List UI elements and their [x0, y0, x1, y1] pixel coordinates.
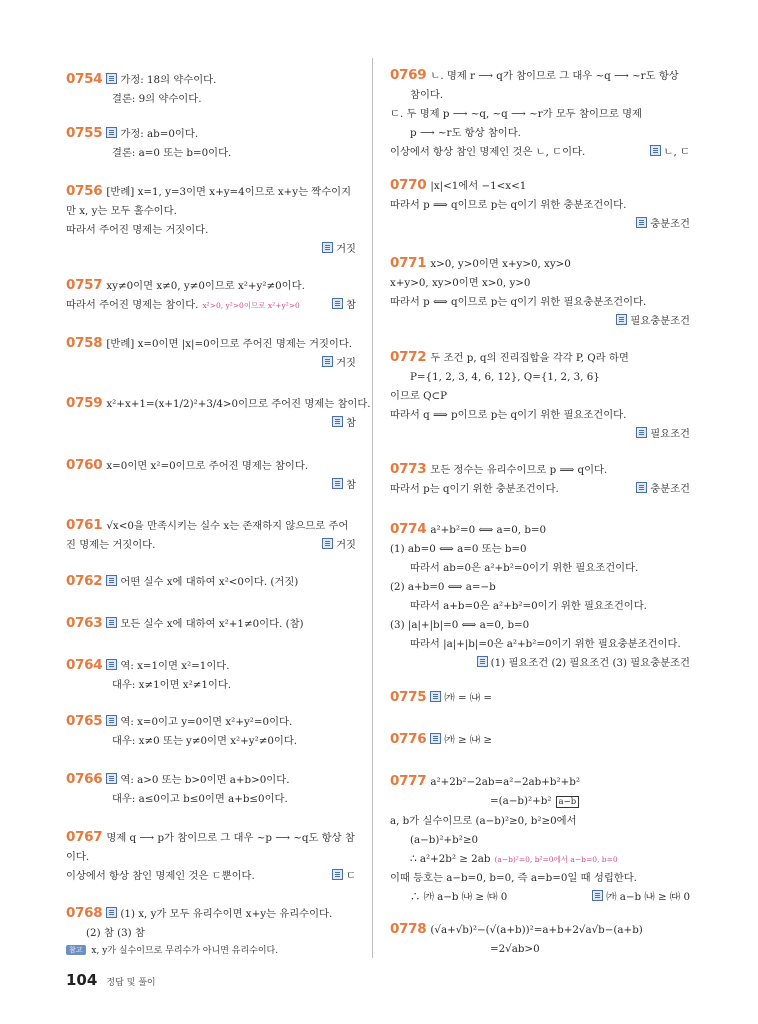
solution-line: [390, 730, 690, 750]
line-text: x>0, y>0이면 x+y>0, xy>0: [430, 258, 571, 270]
answer-mark-icon: [322, 242, 333, 253]
line-text: 진 명제는 거짓이다.: [66, 539, 156, 551]
solution-line: [66, 516, 356, 536]
answer-mark-icon: [636, 427, 647, 438]
answer-text: 충분조건: [650, 483, 690, 495]
line-text: 어떤 실수 x에 대하여 x²<0이다. (거짓): [120, 576, 299, 588]
solution-line: [66, 924, 356, 943]
problem-number: 0768: [66, 905, 103, 921]
answer-line: [66, 240, 356, 259]
answer-mark-icon: [636, 217, 647, 228]
line-text: ㄷ. 두 명제 p ⟶ ~q, ~q ⟶ ~r가 모두 참이므로 명제: [390, 108, 642, 120]
solution-line: [66, 124, 356, 144]
answer-mark-icon: [332, 298, 343, 309]
answer-line: [66, 476, 356, 495]
problem-number: 0757: [66, 277, 103, 293]
solution-line: [66, 334, 356, 354]
line-text: 가정: 18의 약수이다.: [120, 74, 217, 86]
answer-mark-icon: [616, 314, 627, 325]
solution-line: [66, 676, 356, 695]
solution-line: [390, 196, 690, 215]
problem-number: 0773: [390, 461, 427, 477]
solution-line: [66, 732, 356, 751]
answer-inline: [636, 480, 690, 499]
solution-line: [390, 348, 690, 368]
solution-line: [66, 90, 356, 109]
line-text: p ⟶ ~r도 항상 참이다.: [410, 127, 521, 139]
answer-inline: [332, 867, 356, 886]
line-text: (√a+√b)²−(√(a+b))²=a+b+2√a√b−(a+b): [430, 924, 643, 936]
solution-line: [390, 920, 690, 940]
solution-line: [390, 578, 690, 597]
solution-line: [390, 888, 690, 907]
note-label: 참고: [66, 945, 86, 955]
solution-line: [66, 144, 356, 163]
page-number: 104: [66, 971, 98, 989]
problem-number: 0762: [66, 573, 103, 589]
answer-text: 참: [346, 417, 356, 429]
solution-line: [390, 831, 690, 850]
solution-line: [66, 221, 356, 240]
solution-line: [390, 86, 690, 105]
line-text: 이상에서 항상 참인 명제인 것은 ㄷ뿐이다.: [66, 870, 255, 882]
line-text: 결론: 9의 약수이다.: [112, 93, 202, 105]
solution-line: [390, 635, 690, 654]
solution-line: [66, 456, 356, 476]
solution-line: [390, 176, 690, 196]
solution-line: [66, 70, 356, 90]
answer-mark-icon: [106, 659, 117, 670]
line-text: 참이다.: [410, 89, 444, 101]
answer-line: [390, 215, 690, 234]
problem-number: 0777: [390, 773, 427, 789]
answer-text: ㄷ: [346, 870, 356, 882]
line-text: 역: x=1이면 x²=1이다.: [120, 660, 230, 672]
line-text: =(a−b)²+b²: [490, 795, 552, 807]
solution-line: [390, 772, 690, 792]
solution-line: [66, 848, 356, 867]
solution-line: [390, 143, 690, 162]
annotation-note: (a−b)²=0, b²=0에서 a−b=0, b=0: [494, 855, 618, 864]
solution-line: [390, 792, 690, 812]
answer-mark-icon: [332, 478, 343, 489]
line-text: 가정: ab=0이다.: [120, 128, 199, 140]
problem-0761: [66, 516, 356, 555]
problem-0773: [390, 460, 690, 499]
line-text: 따라서 |a|+|b|=0은 a²+b²=0이기 위한 필요충분조건이다.: [410, 638, 681, 650]
answer-text: 거짓: [336, 243, 356, 255]
line-text: ㄴ. 명제 r ⟶ q가 참이므로 그 대우 ~q ⟶ ~r도 항상: [430, 70, 679, 82]
answer-line: [66, 354, 356, 373]
problem-0770: [390, 176, 690, 234]
solution-line: [390, 274, 690, 293]
column-divider: [372, 58, 373, 958]
problem-0755: [66, 124, 356, 163]
problem-0772: [390, 348, 690, 444]
problem-number: 0758: [66, 335, 103, 351]
answer-text: 필요조건: [650, 428, 690, 440]
line-text: 만 x, y는 모두 홀수이다.: [66, 205, 177, 217]
page-footer: [66, 970, 156, 989]
line-text: 이때 등호는 a−b=0, b=0, 즉 a=b=0일 때 성립한다.: [390, 872, 637, 884]
answer-mark-icon: [322, 356, 333, 367]
answer-mark-icon: [106, 715, 117, 726]
answer-inline: [332, 296, 356, 315]
line-text: a, b가 실수이므로 (a−b)²≥0, b²≥0에서: [390, 815, 577, 827]
solution-line: [66, 828, 356, 848]
line-text: 따라서 p는 q이기 위한 충분조건이다.: [390, 483, 559, 495]
problem-number: 0759: [66, 395, 103, 411]
solution-line: [66, 394, 371, 414]
problem-0769: [390, 66, 690, 162]
problem-number: 0774: [390, 521, 427, 537]
problem-number: 0763: [66, 615, 103, 631]
answer-mark-icon: [106, 575, 117, 586]
line-text: 대우: x≠1이면 x²≠1이다.: [112, 679, 232, 691]
line-text: a²+2b²−2ab=a²−2ab+b²+b²: [430, 776, 580, 788]
line-text: (3) |a|+|b|=0 ⟺ a=0, b=0: [390, 619, 530, 631]
answer-mark-icon: [322, 538, 333, 549]
line-text: 따라서 p ⟺ q이므로 p는 q이기 위한 필요충분조건이다.: [390, 296, 647, 308]
problem-0774: [390, 520, 690, 673]
answer-text: 필요충분조건: [630, 315, 690, 327]
line-text: |x|<1에서 −1<x<1: [430, 180, 527, 192]
line-text: 대우: a≤0이고 b≤0이면 a+b≤0이다.: [112, 793, 288, 805]
problem-number: 0760: [66, 457, 103, 473]
problem-number: 0770: [390, 177, 427, 193]
line-text: x+y>0, xy>0이면 x>0, y>0: [390, 277, 531, 289]
solution-line: [390, 812, 690, 831]
line-text: 따라서 q ⟹ p이므로 p는 q이기 위한 필요조건이다.: [390, 409, 627, 421]
answer-mark-icon: [477, 656, 488, 667]
problem-0756: [66, 182, 356, 259]
problem-number: 0761: [66, 517, 103, 533]
solution-line: [390, 688, 690, 708]
page-section-label: 정답 및 풀이: [106, 978, 156, 988]
line-text: P={1, 2, 3, 4, 6, 12}, Q={1, 2, 3, 6}: [410, 371, 600, 383]
answer-text: ㈎ a−b ㈏ ≥ ㈐ 0: [606, 891, 690, 903]
problem-0763: [66, 614, 356, 634]
problem-0776: [390, 730, 690, 750]
problem-number: 0755: [66, 125, 103, 141]
answer-line: [390, 425, 690, 444]
solution-line: [390, 480, 690, 499]
problem-0766: [66, 770, 356, 809]
solution-line: [390, 616, 690, 635]
line-text: [반례] x=1, y=3이면 x+y=4이므로 x+y는 짝수이지: [106, 186, 352, 198]
line-text: x²+x+1=(x+1/2)²+3/4>0이므로 주어진 명제는 참이다.: [106, 398, 371, 410]
answer-line: [390, 654, 690, 673]
solution-line: [66, 770, 356, 790]
problem-0759: [66, 394, 371, 433]
line-text: (2) a+b=0 ⟺ a=−b: [390, 581, 496, 593]
problem-0764: [66, 656, 356, 695]
answer-inline: [592, 888, 690, 907]
line-text: 모든 정수는 유리수이므로 p ⟹ q이다.: [430, 464, 608, 476]
line-text: 역: x=0이고 y=0이면 x²+y²=0이다.: [120, 716, 293, 728]
solution-line: [66, 614, 356, 634]
problem-number: 0766: [66, 771, 103, 787]
line-text: 이므로 Q⊂P: [390, 390, 448, 402]
problem-number: 0778: [390, 921, 427, 937]
problem-number: 0764: [66, 657, 103, 673]
line-text: (1) ab=0 ⟺ a=0 또는 b=0: [390, 543, 527, 555]
line-text: 대우: x≠0 또는 y≠0이면 x²+y²≠0이다.: [112, 735, 298, 747]
answer-mark-icon: [650, 145, 661, 156]
solution-line: [66, 202, 356, 221]
answer-mark-icon: [332, 416, 343, 427]
answer-text: ㄴ, ㄷ: [663, 146, 690, 158]
answer-mark-icon: [106, 73, 117, 84]
line-text: 이다.: [66, 851, 90, 863]
answer-text: 참: [346, 299, 356, 311]
answer-mark-icon: [430, 691, 441, 702]
problem-number: 0772: [390, 349, 427, 365]
answer-mark-icon: [106, 617, 117, 628]
line-text: 모든 실수 x에 대하여 x²+1≠0이다. (참): [120, 618, 304, 630]
answer-line: [66, 414, 356, 433]
solution-line: [390, 387, 690, 406]
problem-number: 0767: [66, 829, 103, 845]
line-text: (1) x, y가 모두 유리수이면 x+y는 유리수이다.: [120, 908, 333, 920]
answer-mark-icon: [592, 890, 603, 901]
answer-mark-icon: [106, 773, 117, 784]
line-text: 따라서 ab=0은 a²+b²=0이기 위한 필요조건이다.: [410, 562, 639, 574]
answer-text: (1) 필요조건 (2) 필요조건 (3) 필요충분조건: [490, 657, 690, 669]
problem-number: 0756: [66, 183, 103, 199]
answer-mark-icon: [636, 482, 647, 493]
answer-inline: [322, 536, 356, 555]
line-text: (2) 참 (3) 참: [86, 927, 145, 939]
solution-line: [390, 66, 690, 86]
boxed-term: a−b: [556, 796, 580, 808]
problem-0765: [66, 712, 356, 751]
problem-0768: [66, 904, 356, 943]
solution-line: [66, 572, 356, 592]
solution-line: [66, 790, 356, 809]
solution-line: [66, 536, 356, 555]
note-text: x, y가 실수이므로 무리수가 아니면 유리수이다.: [91, 946, 279, 956]
solution-line: [390, 850, 690, 869]
solution-line: [390, 559, 690, 578]
answer-line: [390, 312, 690, 331]
line-text: 명제 q ⟶ p가 참이므로 그 대우 ~p ⟶ ~q도 항상 참: [106, 832, 355, 844]
annotation-note: x²>0, y²>0이므로 x²+y²>0: [202, 301, 300, 310]
answer-inline: [650, 143, 690, 162]
problem-number: 0769: [390, 67, 427, 83]
solution-line: [390, 460, 690, 480]
solution-line: [390, 520, 690, 540]
line-text: 따라서 p ⟹ q이므로 p는 q이기 위한 충분조건이다.: [390, 199, 627, 211]
problem-0762: [66, 572, 356, 592]
problem-number: 0771: [390, 255, 427, 271]
problem-0758: [66, 334, 356, 373]
problem-0771: [390, 254, 690, 331]
line-text: [반례] x=0이면 |x|=0이므로 주어진 명제는 거짓이다.: [106, 338, 353, 350]
line-text: 결론: a=0 또는 b=0이다.: [112, 147, 232, 159]
answer-text: 거짓: [336, 357, 356, 369]
solution-line: [66, 867, 356, 886]
problem-0777: [390, 772, 690, 907]
line-text: 따라서 a+b=0은 a²+b²=0이기 위한 필요조건이다.: [410, 600, 647, 612]
line-text: 두 조건 p, q의 진리집합을 각각 P, Q라 하면: [430, 352, 629, 364]
line-text: ㈎ ≥ ㈏ ≥: [444, 734, 493, 746]
line-text: 이상에서 항상 참인 명제인 것은 ㄴ, ㄷ이다.: [390, 146, 586, 158]
solution-line: [390, 124, 690, 143]
problem-number: 0775: [390, 689, 427, 705]
line-text: 역: a>0 또는 b>0이면 a+b>0이다.: [120, 774, 290, 786]
solution-line: [66, 656, 356, 676]
problem-0767: [66, 828, 356, 886]
answer-mark-icon: [106, 907, 117, 918]
line-text: a²+b²=0 ⟺ a=0, b=0: [430, 524, 547, 536]
line-text: ∴ a²+2b² ≥ 2ab: [410, 853, 491, 865]
problem-0757: [66, 276, 356, 315]
line-text: ∴ ㈎ a−b ㈏ ≥ ㈐ 0: [410, 891, 508, 903]
answer-text: 충분조건: [650, 218, 690, 230]
answer-mark-icon: [332, 869, 343, 880]
problem-number: 0776: [390, 731, 427, 747]
line-text: √x<0을 만족시키는 실수 x는 존재하지 않으므로 주어: [106, 520, 349, 532]
line-text: 따라서 주어진 명제는 거짓이다.: [66, 224, 209, 236]
problem-number: 0765: [66, 713, 103, 729]
problem-0760: [66, 456, 356, 495]
answer-text: 거짓: [336, 539, 356, 551]
problem-0754: [66, 70, 356, 109]
solution-line: [66, 276, 356, 296]
answer-mark-icon: [430, 733, 441, 744]
solution-line: [390, 540, 690, 559]
problem-0778: [390, 920, 690, 959]
solution-line: [390, 869, 690, 888]
reference-note: [66, 943, 278, 956]
answer-mark-icon: [106, 127, 117, 138]
line-text: =2√ab>0: [490, 943, 540, 955]
line-text: ㈎ = ㈏ =: [444, 692, 493, 704]
solution-line: [66, 296, 356, 315]
problem-0775: [390, 688, 690, 708]
solution-line: [390, 368, 690, 387]
solution-line: [390, 293, 690, 312]
line-text: (a−b)²+b²≥0: [410, 834, 479, 846]
problem-number: 0754: [66, 71, 103, 87]
answer-text: 참: [346, 479, 356, 491]
solution-line: [66, 182, 356, 202]
line-text: x=0이면 x²=0이므로 주어진 명제는 참이다.: [106, 460, 309, 472]
solution-line: [390, 940, 690, 959]
line-text: 따라서 주어진 명제는 참이다.: [66, 299, 199, 311]
solution-line: [390, 254, 690, 274]
solution-line: [390, 597, 690, 616]
solution-line: [390, 105, 690, 124]
solution-line: [66, 904, 356, 924]
solution-line: [66, 712, 356, 732]
line-text: xy≠0이면 x≠0, y≠0이므로 x²+y²≠0이다.: [106, 280, 305, 292]
solution-line: [390, 406, 690, 425]
